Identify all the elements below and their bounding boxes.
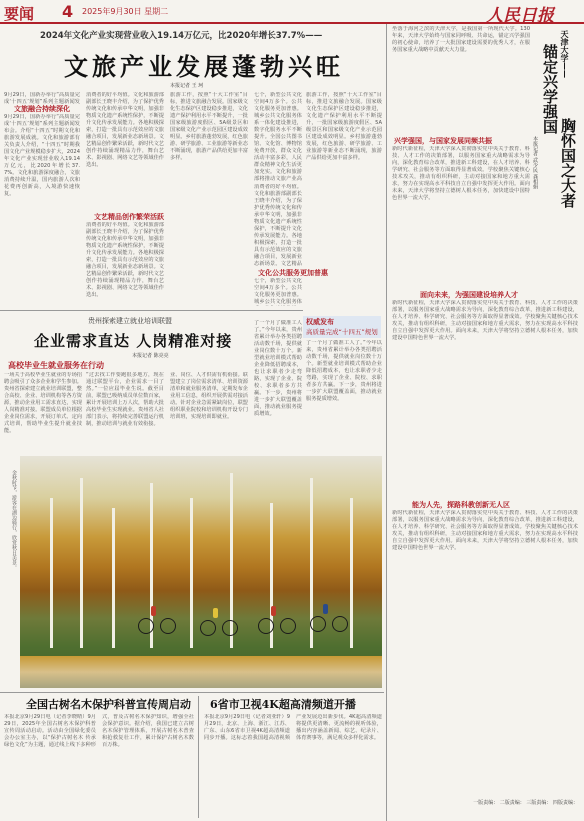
side-story-byline: 本报记者 武少民 龚相娟 — [532, 136, 538, 190]
top-story-column-1: 9月29日，国新办举行“高质量完成‘十四五’规划”系列主题新闻发布会。介绍“十四五”时期文化和旅游发展成就。文化和旅游部有关负责人介绍，“十四五”时期我国文化产业规模稳步扩大，2024年文化产业实现营业收入19.14万亿元，比2020年增长37.7%。文化和旅游深度融合，文旅消费持续升温，国内旅游人次和花费再创新高，入境游快速恢复。 — [4, 114, 80, 197]
issue-date: 2025年9月30日 星期二 — [82, 7, 169, 16]
autumn-cycling-photo — [20, 456, 382, 688]
top-story-subhead-1: 文旅融合持续深化 — [14, 105, 70, 113]
top-story-lead: 9月29日，国新办举行“高质量完成‘十四五’规划”系列主题新闻发 — [4, 92, 80, 104]
side-story-subhead-2: 面向未来，为强国建设培养人才 — [420, 291, 518, 299]
top-story-column-2b: 消费者的好平均值。文化和旅游部副部长王晓丰介绍，为了保护优秀传统文化和传承中华文明，加强非物质文化遗产系统性保护，不断提升文化传承发展能力。各地积极探索，打造一批具有示范效应的文旅融合项目，发展新业态新场景。文艺精品创作繁荣活跃，新时代文艺创作持续涌现精品力作，舞台艺术、影视剧、网络文艺等领域佳作迭出。 — [86, 222, 164, 298]
top-story-column-5: 旅游工作，按照“十大工作室”目标，推进文旅融合发展。国家级文化生态保护区建设稳步推进，文化遗产保护利用水平不断提升，一批国家级旅游度假区、5A级景区和国家级文化产业示范园区建设成效明显。乡村旅游蓬勃发展，红色旅游、研学旅游、工业旅游等新业态不断涌现，旅游产品供给更加丰富多样。 — [306, 92, 382, 161]
top-story-column-3: 旅游工作，按照“十大工作室”目标，推进文旅融合发展。国家级文化生态保护区建设稳步推进，文化遗产保护利用水平不断提升，一批国家级旅游度假区、5A级景区和国家级文化产业示范园区建设成效明显。乡村旅游蓬勃发展，红色旅游、研学旅游、工业旅游等新业态不断涌现，旅游产品供给更加丰富多样。 — [170, 92, 248, 161]
bottom-left-body: 本报北京9月29日电（记者李晓晴）9月29日，2025年全国古树名木保护科普宣传周活动启动。活动由全国绿化委员会办公室主办，以“保护古树名木 传承绿色文化”为主题，通过线上线下多种形式，普及古树名木保护知识，增强全社会保护意识。据介绍，我国已建立古树名木保护管理体系，开展古树名木普查和抢救复壮工作，累计保护古树名木数百万株。 — [4, 714, 194, 748]
top-story-headline: 文旅产业发展蓬勃兴旺 — [64, 52, 344, 81]
middle-story-label: 高校毕业生就业服务在行动 — [8, 361, 104, 370]
authority-release-box — [303, 316, 381, 338]
middle-story-column-4: 了一个月了做准工人了。”今年以来，贵州省累计举办各类招聘活动数千场，提供就业岗位数十万个。新型就业培训模式帮助企业降低招聘成本，也让求职者少走弯路，实现了企业、院校、求职者多方共赢。下一步，贵州将进一步扩大联盟覆盖面，推动就业服务提质增效。 — [254, 320, 302, 417]
top-story-column-4b: 消费者的好平均值。文化和旅游部副部长王晓丰介绍，为了保护优秀传统文化和传承中华文明，加强非物质文化遗产系统性保护，不断提升文化传承发展能力。各地积极探索，打造一批具有示范效应的文旅融合项目，发展新业态新场景。文艺精品 — [254, 184, 302, 266]
top-story-subhead-3: 文化公共服务更加普惠 — [258, 269, 328, 277]
newspaper-logo: 人民日报 — [486, 6, 554, 26]
middle-story-headline: 企业需求直达 人岗精准对接 — [34, 332, 233, 350]
authority-release-title: 高质量完成“十四五”规划 — [306, 328, 378, 336]
side-story-subhead-3: 能为人先，探路科教创新无人区 — [412, 501, 510, 509]
middle-story-column-1: 一场关于高校毕业生就业的专场招聘会吸引了众多企业和学生参加。贵州省探索建立就业培训联盟，整合高校、企业、培训机构等各方资源，推动企业用工需求直达，实现人岗精准对接。联盟成员单位根据企业岗位需求，开展订单式、定向式培训，帮助毕业生提升就业技能。 — [4, 372, 82, 434]
editor-credits: 一版责编： 二版责编： 三版责编： 四版责编： — [473, 800, 578, 806]
authority-release-label: 权威发布 — [306, 318, 334, 326]
bottom-mid-body: 本报北京9月29日电（记者刘亚轩）9月29日，北京、上海、浙江、江苏、广东、山东6省市卫视4K超高清频道同步开播。这标志着我国超高清视频产业发展迈出新步伐。4K超高清频道将提供更清晰、更流畅的视听体验，播出内容涵盖新闻、综艺、纪录片、体育赛事等，满足观众多样化需求。 — [204, 714, 382, 741]
top-story-subhead-2: 文艺精品创作繁荣活跃 — [94, 213, 164, 221]
side-story-body-3: 新时代新征程，天津大学深入贯彻落实党中央关于教育、科技、人才工作的决策部署，以服务国家重大战略需求为导向，深化教育综合改革，推进新工科建设，在人才培养、科学研究、社会服务等方面取得显著成效。学校聚焦关键核心技术攻关，推动有组织科研，主动对接国家和地方重大需求，努力在实现高水平科技自立自强中发挥更大作用。面向未来，天津大学将坚持立德树人根本任务，加快建设中国特色世界一流大学。 — [392, 510, 578, 551]
side-story-subhead-1: 兴学强国，与国家发展同频共振 — [394, 137, 492, 145]
side-story-body-2: 新时代新征程，天津大学深入贯彻落实党中央关于教育、科技、人才工作的决策部署，以服务国家重大战略需求为导向，深化教育综合改革，推进新工科建设，在人才培养、科学研究、社会服务等方面取得显著成效。学校聚焦关键核心技术攻关，推动有组织科研，主动对接国家和地方重大需求，努力在实现高水平科技自立自强中发挥更大作用。面向未来，天津大学将坚持立德树人根本任务，加快建设中国特色世界一流大学。 — [392, 300, 578, 341]
side-story-lead: 坐落于海河之滨的天津大学，是我国第一所现代大学。130年来，天津大学始终与国家同呼吸、共命运，锚定兴学强国的初心使命，培养了一大批国家建设需要的优秀人才，在服务国家重大战略中贡献天大力量。 — [392, 26, 530, 53]
bottom-mid-headline: 6省市卫视4K超高清频道开播 — [210, 698, 356, 711]
middle-story-column-2: “过去找工作要跑很多地方，现在通过联盟平台，企业需求一目了然。”一位应届毕业生说。截至目前，联盟已吸纳成员单位数百家，累计开展培训上万人次，帮助大批高校毕业生实现就业。贵州省人社部门表示，将持续完善联盟运行机制，推动培训与就业有效衔接。 — [86, 372, 164, 427]
side-story-title-2: 胸怀国之大者 — [559, 118, 577, 208]
side-story-kicker: 天津大学—— — [560, 30, 570, 78]
side-story-title-1: 锚定兴学强国 — [541, 44, 559, 134]
divider — [0, 310, 303, 311]
divider — [386, 24, 387, 821]
top-story-column-2a: 消费者的好平均值。文化和旅游部副部长王晓丰介绍，为了保护优秀传统文化和传承中华文明，加强非物质文化遗产系统性保护，不断提升文化传承发展能力。各地积极探索，打造一批具有示范效应的文旅融合项目，发展新业态新场景。文艺精品创作繁荣活跃，新时代文艺创作持续涌现精品力作，舞台艺术、影视剧、网络文艺等领域佳作迭出。 — [86, 92, 164, 168]
middle-story-column-3: 业、岗位、人才供需有机衔接。联盟建立了岗位需求清单、培训资源清单和就业服务清单，定期发布企业用工信息，组织开展供需对接活动。针对企业急需紧缺岗位，联盟组织职业院校和培训机构开设专门培训班，实现培训即就业。 — [170, 372, 248, 420]
middle-story-column-5: 了一个月了做准工人了。”今年以来，贵州省累计举办各类招聘活动数千场，提供就业岗位数十万个。新型就业培训模式帮助企业降低招聘成本，也让求职者少走弯路，实现了企业、院校、求职者多方共赢。下一步，贵州将进一步扩大联盟覆盖面，推动就业服务提质增效。 — [306, 340, 382, 402]
section-name: 要闻 — [4, 5, 35, 23]
photo-caption: 金秋时节，游客在湖边骑行，欣赏秋日美景。 — [11, 470, 17, 570]
divider — [0, 692, 384, 693]
top-story-kicker: 2024年文化产业实现营业收入19.14万亿元，比2020年增长37.7%—— — [40, 31, 323, 41]
top-story-column-4c: 七个，新型公共文化空间4万多个。公共文化服务更加普惠。城乡公共文化服务体 — [254, 278, 302, 305]
top-story-byline: 本报记者 王 珂 — [170, 83, 204, 89]
top-story-column-4a: 七个，新型公共文化空间4万多个。公共文化服务更加普惠。城乡公共文化服务体系一体化建设推进，数字化服务水平不断提升。全国公共图书馆、文化馆、博物馆免费开放，群众文化活动丰富多彩，人民群众精神文化生活更加充实。文化和旅游部将推动文旅产业高 — [254, 92, 302, 182]
divider — [198, 696, 199, 818]
page-number: 4 — [62, 2, 74, 21]
side-story-body-1: 新时代新征程，天津大学深入贯彻落实党中央关于教育、科技、人才工作的决策部署，以服务国家重大战略需求为导向，深化教育综合改革，推进新工科建设，在人才培养、科学研究、社会服务等方面取得显著成效。学校聚焦关键核心技术攻关，推动有组织科研，主动对接国家和地方重大需求，努力在实现高水平科技自立自强中发挥更大作用。面向未来，天津大学将坚持立德树人根本任务，加快建设中国特色世界一流大学。 — [392, 146, 530, 201]
middle-story-byline: 本报记者 陈亮亮 — [132, 353, 169, 359]
middle-story-kicker: 贵州探索建立就业培训联盟 — [88, 317, 172, 325]
bottom-left-headline: 全国古树名木保护科普宣传周启动 — [26, 698, 191, 711]
